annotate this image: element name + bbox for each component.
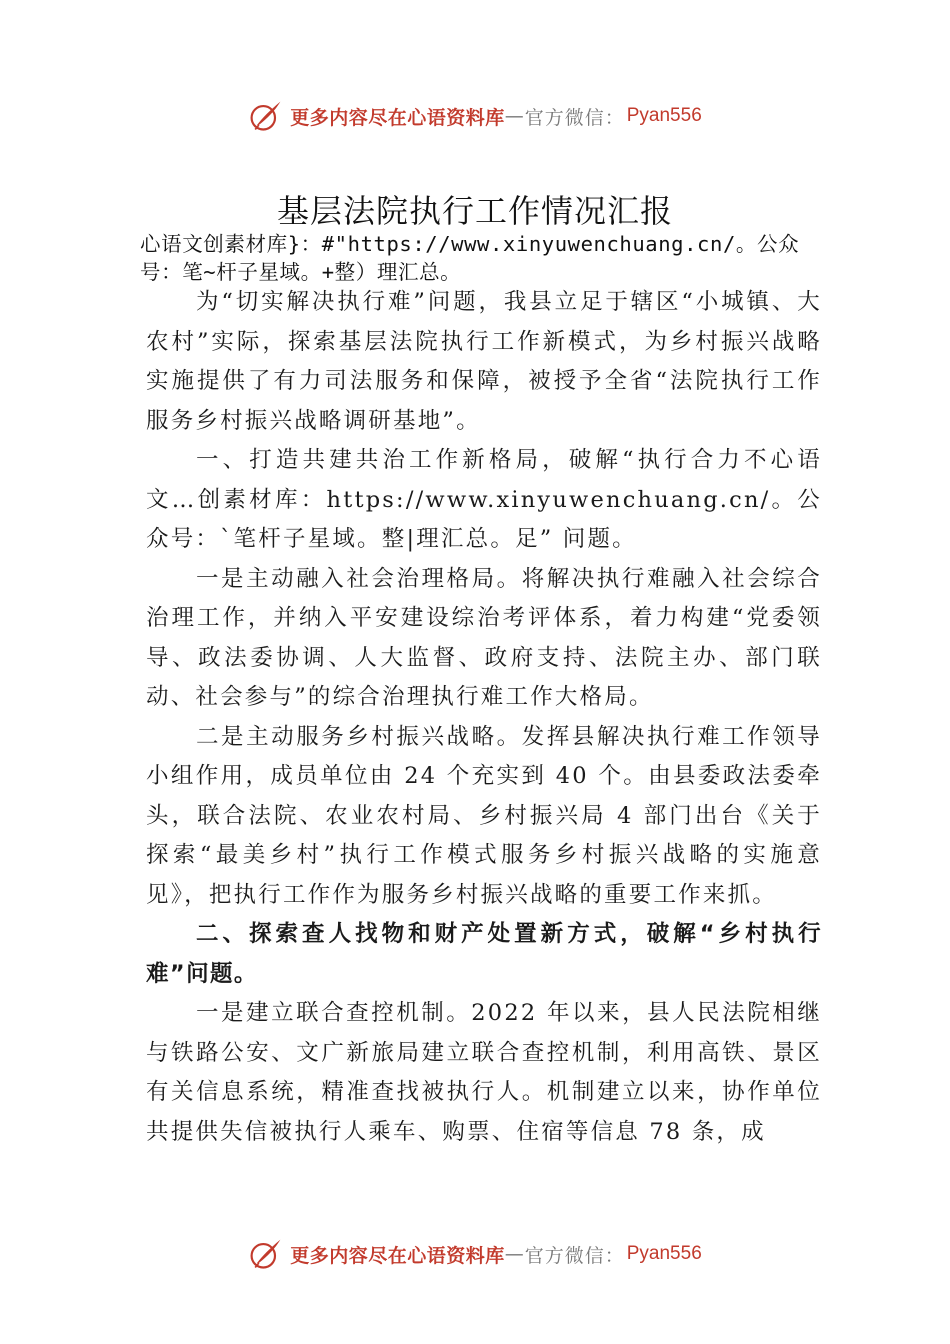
banner-wechat-label: 官方微信： (524, 1244, 625, 1267)
paragraph-point-one: 一是主动融入社会治理格局。将解决执行难融入社会综合治理工作，并纳入平安建设综治考评体系，着力构建“党委领导、政法委协调、人大监督、政府支持、法院主办、部门联动、社会参与”的综合治理执行难工作大格局。 (146, 565, 822, 710)
banner-wechat-label: 官方微信： (524, 106, 625, 129)
banner-wechat-handle: Pyan556 (626, 105, 702, 126)
banner-brand-text: 更多内容尽在心语资料库 (290, 106, 505, 129)
watermark-banner-top (0, 94, 950, 138)
section-heading-two: 二、探索查人找物和财产处置新方式，破解“乡村执行难”问题。 (146, 921, 822, 987)
banner-wechat-handle: Pyan556 (626, 1243, 702, 1264)
quill-logo-icon (248, 1236, 284, 1272)
paragraph-intro: 为“切实解决执行难”问题，我县立足于辖区“小城镇、大农村”实际，探索基层法院执行工作新模式，为乡村振兴战略实施提供了有力司法服务和保障，被授予全省“法院执行工作服务乡村振兴战略调研基地”。 (146, 289, 822, 434)
document-body (146, 283, 822, 1152)
watermark-banner-bottom (0, 1232, 950, 1276)
paragraph-section-one: 一、打造共建共治工作新格局，破解“执行合力不心语文…创素材库：https://www.xinyuwenchuang.cn/。公众号：`笔杆子星域。整|理汇总。足” 问题。 (146, 447, 822, 552)
paragraph-joint-control: 一是建立联合查控机制。2022 年以来，县人民法院相继与铁路公安、文广新旅局建立联合查控机制，利用高铁、景区有关信息系统，精准查找被执行人。机制建立以来，协作单位共提供失信被执行人乘车、购票、住宿等信息 78 条，成 (146, 1000, 822, 1145)
document-title: 基层法院执行工作情况汇报 (276, 192, 673, 230)
banner-dash: — (504, 105, 525, 127)
quill-logo-icon (248, 98, 284, 134)
paragraph-point-two: 二是主动服务乡村振兴战略。发挥县解决执行难工作领导小组作用，成员单位由 24 个充实到 40 个。由县委政法委牵头，联合法院、农业农村局、乡村振兴局 4 部门出台《关于探索“最美乡村”执行工作模式服务乡村振兴战略的实施意见》，把执行工作作为服务乡村振兴战略的重要工作来抓。 (146, 723, 822, 908)
source-notice: 心语文创素材库}：#"https://www.xinyuwenchuang.cn/。公众号：笔~杆子星域。+整）理汇总。 (140, 232, 800, 284)
banner-dash: — (504, 1243, 525, 1265)
banner-brand-text: 更多内容尽在心语资料库 (290, 1244, 505, 1267)
